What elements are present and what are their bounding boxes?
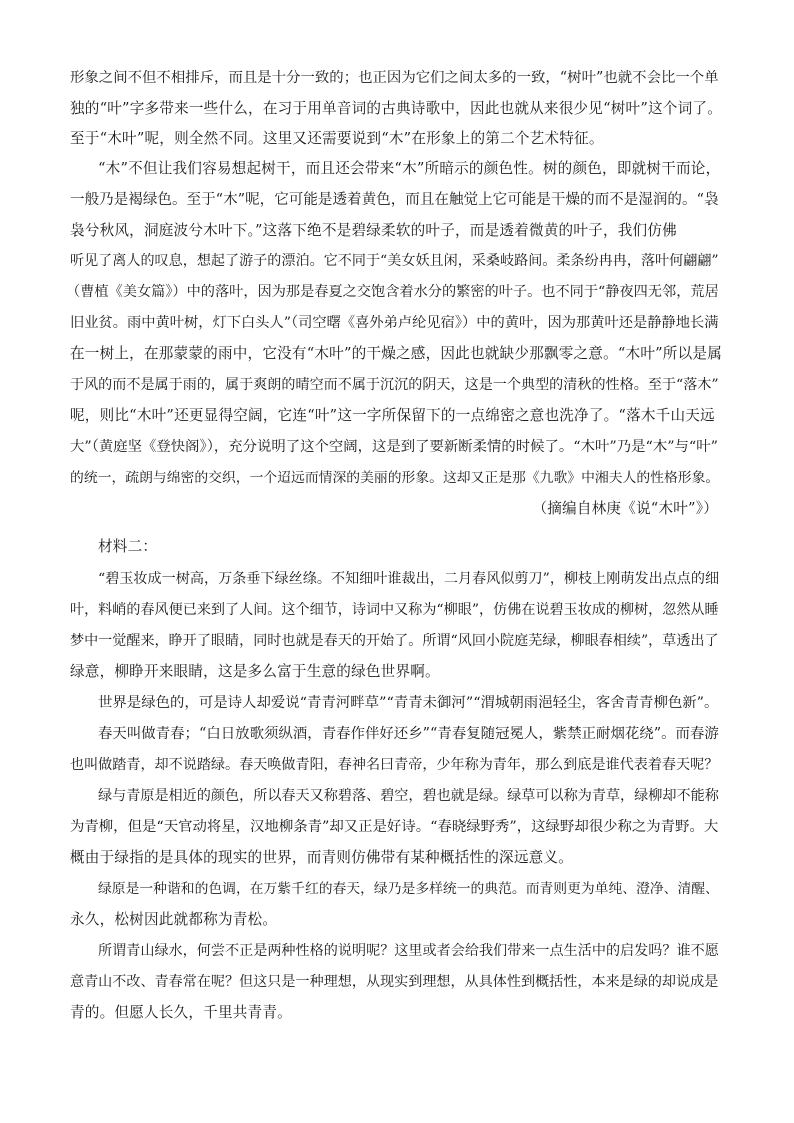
text-line: 一般乃是褐绿色。至于“木”呢，它可能是透着黄色，而且在触觉上它可能是干燥的而不是湿润的。“袅 xyxy=(70,191,719,208)
text-line: 于风的而不是属于雨的，属于爽朗的晴空而不属于沉沉的阴天，这是一个典型的清秋的性格。至于“落木” xyxy=(70,377,719,393)
text-line: 春天叫做青春；“白日放歌须纵酒，青春作伴好还乡”“青春复随冠冕人，紫禁正耐烟花绕”。而春游 xyxy=(98,726,719,742)
text-line: 为青柳，但是“天官动将星，汉地柳条青”却又正是好诗。“春晓绿野秀”，这绿野却很少称之为青野。大 xyxy=(70,819,719,835)
section-heading: 材料二： xyxy=(98,538,158,555)
text-line: 青的。但愿人长久，千里共青青。 xyxy=(70,1004,292,1021)
text-line: 绿与青原是相近的颜色，所以春天又称碧落、碧空，碧也就是绿。绿草可以称为青草，绿柳却不能称 xyxy=(98,788,719,804)
text-line: （曹植《美女篇》）中的落叶，因为那是春夏之交饱含着水分的繁密的叶子。也不同于“静夜四无邻，荒居 xyxy=(66,284,719,300)
text-line: 袅兮秋风，洞庭波兮木叶下。”这落下绝不是碧绿柔软的叶子，而是透着微黄的叶子，我们仿佛 xyxy=(70,222,677,239)
text-line: 旧业贫。雨中黄叶树，灯下白头人”（司空曙《喜外弟卢纶见宿》）中的黄叶，因为那黄叶还是静静地长满 xyxy=(70,315,719,331)
text-line: 梦中一觉醒来，睁开了眼睛，同时也就是春天的开始了。所谓“风回小院庭芜绿，柳眼春相续”，草透出了 xyxy=(70,633,719,649)
text-line: 叶，料峭的春风便已来到了人间。这个细节，诗词中又称为“柳眼”，仿佛在说碧玉妆成的柳树，忽然从睡 xyxy=(70,602,719,618)
text-line: 所谓青山绿水，何尝不正是两种性格的说明呢？这里或者会给我们带来一点生活中的启发吗？谁不愿 xyxy=(98,943,719,959)
text-line: 也叫做踏青，却不说踏绿。春天唤做青阳，春神名曰青帝，少年称为青年，那么到底是谁代表着春天呢？ xyxy=(70,757,719,773)
text-line: 形象之间不但不相排斥，而且是十分一致的；也正因为它们之间太多的一致，“树叶”也就不会比一个单 xyxy=(70,70,719,86)
text-line: 永久，松树因此就都称为青松。 xyxy=(70,911,278,928)
source-attribution: （摘编自林庚《说“木叶”》） xyxy=(532,500,718,517)
text-line: 听见了离人的叹息，想起了游子的漂泊。它不同于“美女妖且闲，采桑岐路间。柔条纷冉冉，落叶何翩翩” xyxy=(70,253,719,269)
text-line: 世界是绿色的，可是诗人却爱说“青青河畔草”“青青未御河”“渭城朝雨浥轻尘，客舍青青柳色新”。 xyxy=(98,695,719,711)
text-line: 绿意，柳睁开来眼睛，这是多么富于生意的绿色世界啊。 xyxy=(70,663,440,680)
text-line: 意青山不改、青春常在呢？但这只是一种理想，从现实到理想，从具体性到概括性，本来是绿的却说成是 xyxy=(70,974,719,990)
text-line: “碧玉妆成一树高，万条垂下绿丝绦。不知细叶谁裁出，二月春风似剪刀”，柳枝上刚萌发出点点的细 xyxy=(98,571,720,587)
text-line: 呢，则比“木叶”还更显得空阔，它连“叶”这一字所保留下的一点绵密之意也洗净了。“落木千山天远 xyxy=(70,407,715,424)
text-line: 独的“叶”字多带来一些什么，在习于用单音词的古典诗歌中，因此也就从来很少见“树叶”这个词了。 xyxy=(70,100,722,117)
text-line: 概由于绿指的是具体的现实的世界，而青则仿佛带有某种概括性的深远意义。 xyxy=(70,849,573,866)
text-line: 在一树上，在那蒙蒙的雨中，它没有“木叶”的干燥之感，因此也就缺少那飘零之意。“木叶”所以是属 xyxy=(70,345,722,362)
text-line: 绿原是一种谐和的色调，在万紫千红的春天，绿乃是多样统一的典范。而青则更为单纯、澄净、清醒、 xyxy=(98,881,719,897)
text-line: 至于“木叶”呢，则全然不同。这里又还需要说到“木”在形象上的第二个艺术特征。 xyxy=(70,130,604,147)
text-line: “木”不但让我们容易想起树干，而且还会带来“木”所暗示的颜色性。树的颜色，即就树干而论， xyxy=(98,160,721,177)
text-line: 的统一，疏朗与绵密的交织，一个迢远而情深的美丽的形象。这却又正是那《九歌》中湘夫人的性格形象。 xyxy=(70,470,720,486)
text-line: 大”（黄庭坚《登快阁》），充分说明了这个空阔，这是到了要新断柔情的时候了。“木叶”乃是“木”与“叶” xyxy=(70,439,718,455)
